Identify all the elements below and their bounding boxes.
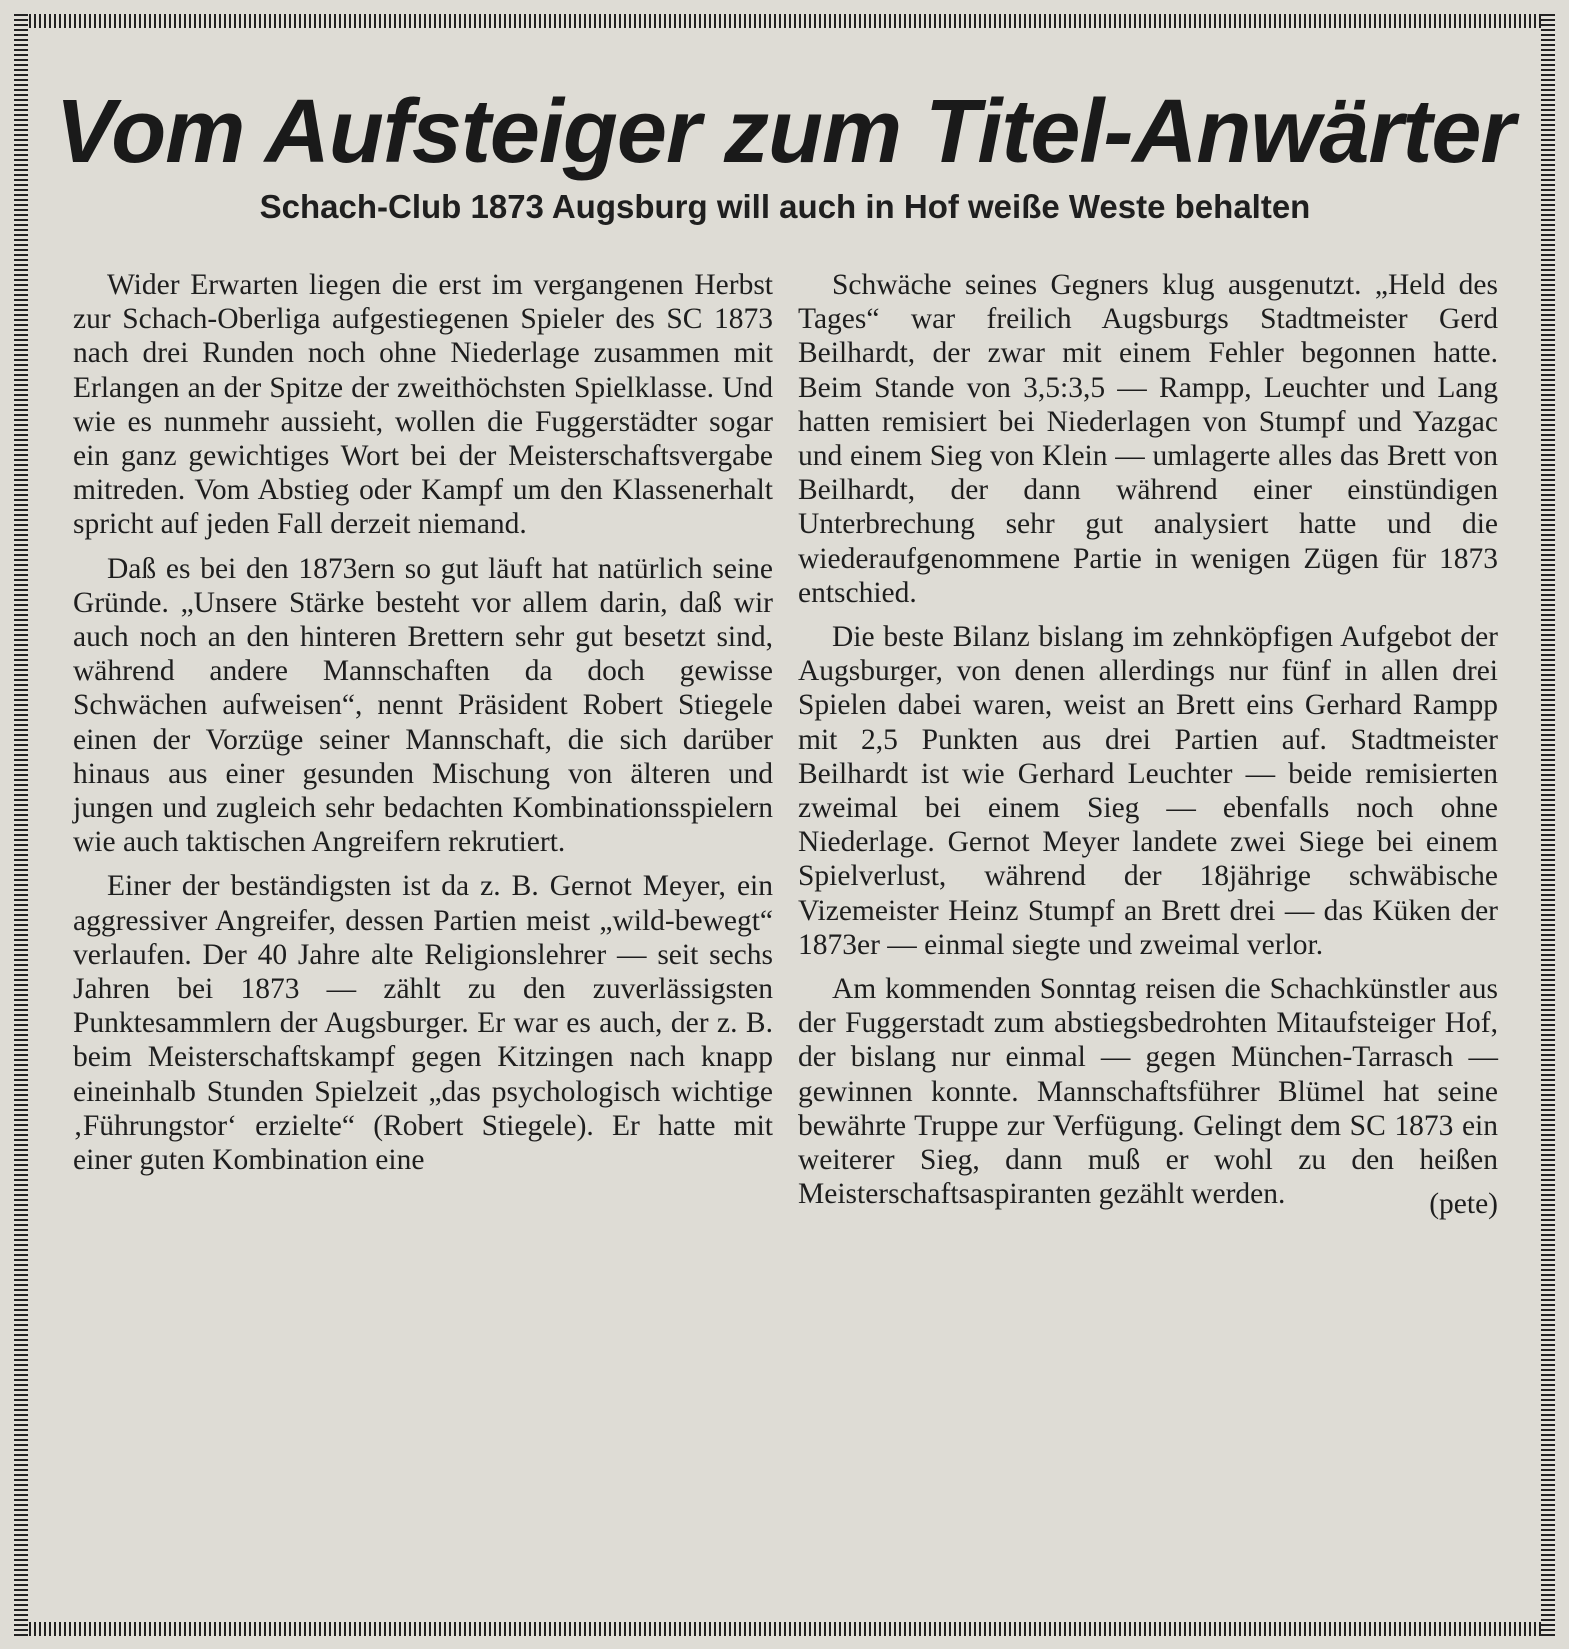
paragraph: Wider Erwarten liegen die erst im vergangenen Herbst zur Schach-Oberliga aufgestiegenen Spieler des SC 1873 nach drei Runden noch ohne Niederlage zusammen mit Erlangen an der Spitze der zweithöchsten Spielklasse. Und wie es nunmehr aussieht, wollen die Fuggerstädter sogar ein ganz gewichtiges Wort bei der Meisterschaftsvergabe mitreden. Vom Abstieg oder Kampf um den Klassenerhalt spricht auf jeden Fall derzeit niemand. — [73, 269, 773, 541]
hatched-border-bottom — [14, 1622, 1555, 1636]
paragraph: Daß es bei den 1873ern so gut läuft hat natürlich seine Gründe. „Unsere Stärke besteht vor allem darin, daß wir auch noch an den hinteren Brettern sehr gut besetzt sind, während andere Mannschaften da doch gewisse Schwächen aufweisen“, nennt Präsident Robert Stiegele einen der Vorzüge seiner Mannschaft, die sich darüber hinaus aus einer gesunden Mischung von älteren und jungen und zugleich sehr bedachten Kombinationsspielern wie auch taktischen Angreifern rekrutiert. — [73, 552, 773, 859]
right-column — [798, 268, 1498, 1232]
paragraph: Schwäche seines Gegners klug ausgenutzt. „Held des Tages“ war freilich Augsburgs Stadtmeister Gerd Beilhardt, der zwar mit einem Fehler begonnen hatte. Beim Stande von 3,5:3,5 — Rampp, Leuchter und Lang hatten remisiert bei Niederlagen von Stumpf und Yazgac und einem Sieg von Klein — umlagerte alles das Brett von Beilhardt, der dann während einer einstündigen Unterbrechung sehr gut analysiert hatte und die wiederaufgenommene Partie in wenigen Zügen für 1873 entschied. — [798, 269, 1498, 609]
hatched-border-right — [1541, 14, 1555, 1636]
byline: (pete) — [1429, 1188, 1498, 1221]
subheadline: Schach-Club 1873 Augsburg will auch in Hof weiße Weste behalten — [259, 188, 1311, 225]
left-column — [73, 268, 773, 1187]
hatched-border-top — [14, 14, 1555, 28]
paragraph: Die beste Bilanz bislang im zehnköpfigen Aufgebot der Augsburger, von denen allerdings nur fünf in allen drei Spielen dabei waren, weist an Brett eins Gerhard Rampp mit 2,5 Punkten aus drei Partien auf. Stadtmeister Beilhardt ist wie Gerhard Leuchter — beide remisierten zweimal bei einem Sieg — ebenfalls noch ohne Niederlage. Gernot Meyer landete zwei Siege bei einem Spielverlust, während der 18jährige schwäbische Vizemeister Heinz Stumpf an Brett drei — das Küken der 1873er — einmal siegte und zweimal verlor. — [798, 621, 1498, 961]
headline: Vom Aufsteiger zum Titel-Anwärter — [55, 82, 1515, 182]
hatched-border-left — [14, 14, 28, 1636]
paragraph: Einer der beständigsten ist da z. B. Gernot Meyer, ein aggressiver Angreifer, dessen Partien meist „wild-bewegt“ verlaufen. Der 40 Jahre alte Religionslehrer — seit sechs Jahren bei 1873 — zählt zu den zuverlässigsten Punktesammlern der Augsburger. Er war es auch, der z. B. beim Meisterschaftskampf gegen Kitzingen nach knapp eineinhalb Stunden Spielzeit „das psychologisch wichtige ‚Führungstor‘ erzielte“ (Robert Stiegele). Er hatte mit einer guten Kombination eine — [73, 870, 773, 1177]
paragraph: Am kommenden Sonntag reisen die Schachkünstler aus der Fuggerstadt zum abstiegsbedrohten Mitaufsteiger Hof, der bislang nur einmal — gegen München-Tarrasch — gewinnen konnte. Mannschaftsführer Blümel hat seine bewährte Truppe zur Verfügung. Gelingt dem SC 1873 ein weiterer Sieg, dann muß er wohl zu den heißen Meisterschaftsaspiranten gezählt werden. — [798, 973, 1498, 1211]
